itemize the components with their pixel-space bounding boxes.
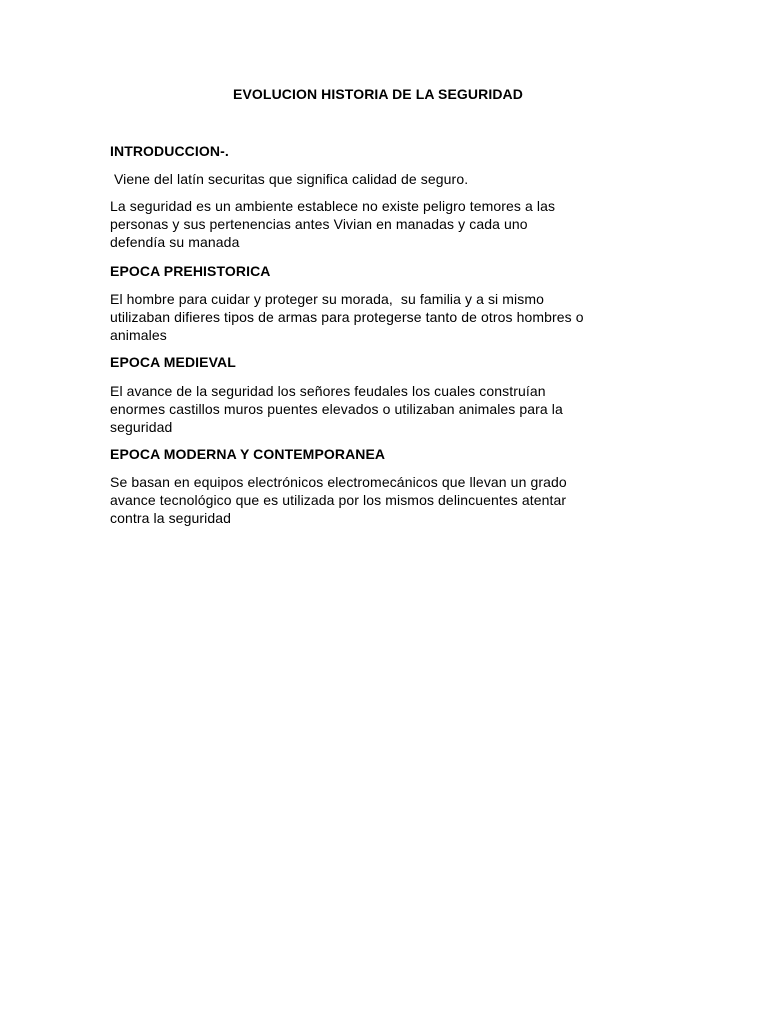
section-heading-introduccion: INTRODUCCION-. bbox=[110, 143, 229, 159]
section-heading-medieval: EPOCA MEDIEVAL bbox=[110, 354, 236, 370]
paragraph-moderna: Se basan en equipos electrónicos electromecánicos que llevan un grado avance tecnológico que es utilizada por los mismos delincuentes atentar contra la seguridad bbox=[110, 474, 567, 526]
paragraph-introduccion-1: Viene del latín securitas que significa calidad de seguro. bbox=[110, 171, 469, 187]
document-title: EVOLUCION HISTORIA DE LA SEGURIDAD bbox=[233, 86, 523, 102]
paragraph-introduccion-2: La seguridad es un ambiente establece no existe peligro temores a las personas y sus pertenencias antes Vivian en manadas y cada uno defendía su manada bbox=[110, 198, 556, 250]
section-heading-moderna: EPOCA MODERNA Y CONTEMPORANEA bbox=[110, 446, 386, 462]
paragraph-medieval: El avance de la seguridad los señores feudales los cuales construían enormes castillos muros puentes elevados o utilizaban animales para la seguridad bbox=[110, 383, 563, 435]
section-heading-prehistorica: EPOCA PREHISTORICA bbox=[110, 263, 271, 279]
paragraph-prehistorica: El hombre para cuidar y proteger su morada, su familia y a si mismo utilizaban difieres tipos de armas para protegerse tanto de otros hombres o animales bbox=[110, 291, 588, 343]
